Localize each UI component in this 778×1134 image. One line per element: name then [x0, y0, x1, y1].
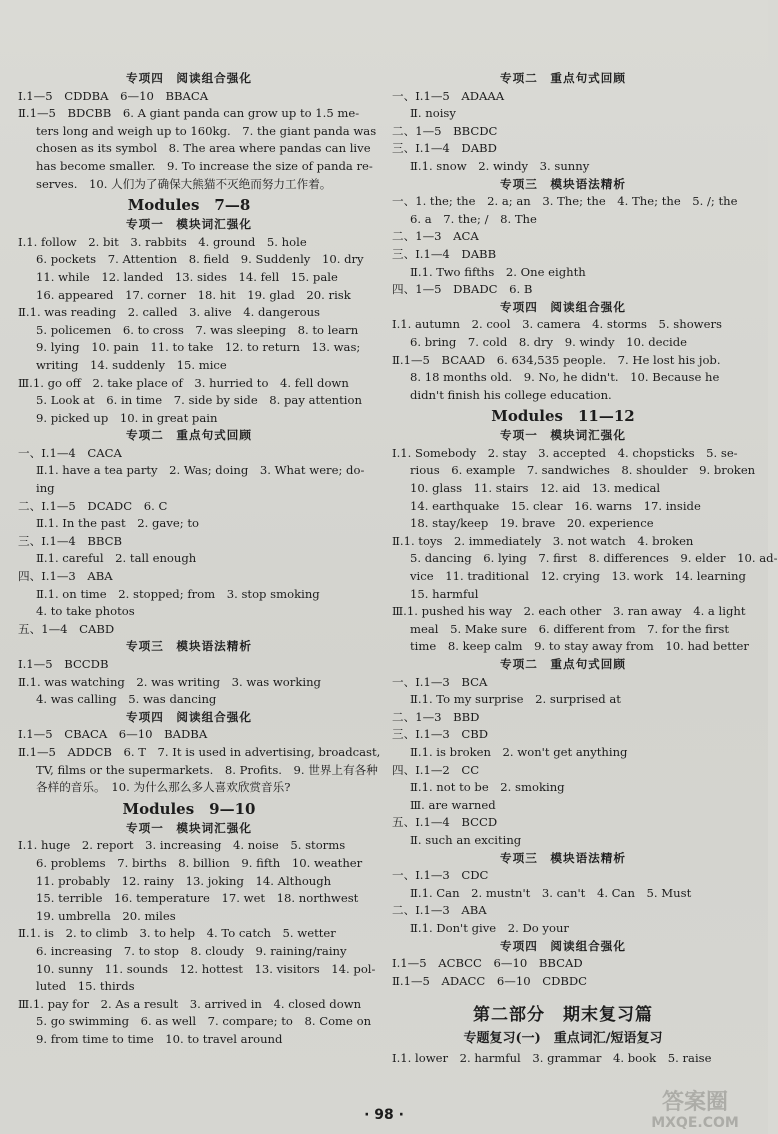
topic-title: 专题复习(一) 重点词汇/短语复习: [463, 1031, 663, 1047]
answer-line: 5. dancing 6. lying 7. first 8. differences 9. elder 10. ad-: [410, 551, 778, 566]
answer-line: Ⅰ.1. huge 2. report 3. increasing 4. noise 5. storms: [18, 838, 346, 853]
answer-line: Ⅱ.1. have a tea party 2. Was; doing 3. What were; do-: [36, 463, 365, 478]
answer-line: 一、Ⅰ.1—3 BCA: [392, 674, 488, 689]
section-heading: 专项三 模块语法精析: [126, 639, 252, 654]
section-heading: 专项二 重点句式回顾: [500, 71, 626, 85]
answer-line: didn't finish his college education.: [410, 387, 612, 402]
answer-line: Ⅱ. noisy: [410, 106, 456, 121]
answer-line: 16. appeared 17. corner 18. hit 19. glad 20. risk: [36, 287, 351, 302]
answer-line: 四、Ⅰ.1—3 ABA: [18, 569, 113, 584]
answer-line: Ⅱ.1—5 BCAAD 6. 634,535 people. 7. He lost his job.: [392, 352, 721, 367]
answer-line: meal 5. Make sure 6. different from 7. for the first: [410, 621, 729, 636]
watermark-cn: 答案圈: [661, 1090, 729, 1115]
answer-line: 一、1. the; the 2. a; an 3. The; the 4. The; the 5. /; the: [392, 194, 738, 209]
answer-line: Ⅰ.1. follow 2. bit 3. rabbits 4. ground 5. hole: [18, 234, 307, 249]
section-heading: 专项三 模块语法精析: [500, 850, 626, 865]
answer-line: writing 14. suddenly 15. mice: [36, 357, 227, 372]
answer-line: Ⅰ.1. Somebody 2. stay 3. accepted 4. chopsticks 5. se-: [392, 445, 738, 460]
answer-line: 10. glass 11. stairs 12. aid 13. medical: [410, 481, 661, 496]
answer-line: 6. bring 7. cold 8. dry 9. windy 10. decide: [410, 334, 687, 349]
section-heading: 专项二 重点句式回顾: [126, 428, 252, 443]
left-column: [18, 70, 381, 1048]
answer-line: Ⅰ.1—5 BCCDB: [18, 657, 109, 671]
answer-line: Ⅱ.1—5 BDCBB 6. A giant panda can grow up to 1.5 me-: [18, 106, 360, 121]
answer-line: 5. go swimming 6. as well 7. compare; to 8. Come on: [36, 1014, 372, 1029]
answer-line: 5. policemen 6. to cross 7. was sleeping 8. to learn: [36, 322, 359, 337]
answer-line: Ⅰ.1. lower 2. harmful 3. grammar 4. book 5. raise: [392, 1051, 712, 1066]
answer-line: Ⅱ. such an exciting: [410, 832, 522, 847]
answer-line: 9. picked up 10. in great pain: [36, 410, 218, 425]
answer-line: 11. probably 12. rainy 13. joking 14. Although: [36, 873, 332, 888]
section-heading: 专项四 阅读组合强化: [126, 71, 252, 85]
answer-line: 14. earthquake 15. clear 16. warns 17. inside: [410, 498, 701, 513]
answer-line: Ⅲ. are warned: [410, 797, 496, 812]
answer-line: 6. problems 7. births 8. billion 9. fifth 10. weather: [36, 855, 363, 870]
section-heading: 专项一 模块词汇强化: [126, 217, 252, 232]
answer-line: 三、Ⅰ.1—4 BBCB: [18, 533, 123, 548]
answer-line: Ⅲ.1. go off 2. take place of 3. hurried to 4. fell down: [18, 375, 349, 390]
answer-line: 6. a 7. the; / 8. The: [410, 211, 537, 226]
answer-line: 15. terrible 16. temperature 17. wet 18. northwest: [36, 891, 359, 906]
answer-line: Ⅱ.1—5 ADACC 6—10 CDBDC: [392, 973, 588, 988]
answer-line: Ⅱ.1. not to be 2. smoking: [410, 780, 565, 795]
answer-line: time 8. keep calm 9. to stay away from 10. had better: [410, 639, 749, 654]
answer-line: luted 15. thirds: [36, 979, 135, 994]
watermark-logo: [630, 1085, 760, 1131]
answer-line: 二、Ⅰ.1—3 ABA: [392, 903, 487, 918]
answer-line: 三、Ⅰ.1—3 CBD: [392, 727, 489, 742]
answer-line: 5. Look at 6. in time 7. side by side 8. pay attention: [36, 393, 362, 408]
answer-line: Ⅱ.1. To my surprise 2. surprised at: [410, 692, 621, 707]
answer-line: 18. stay/keep 19. brave 20. experience: [410, 516, 654, 531]
section-heading: 专项二 重点句式回顾: [500, 657, 626, 671]
answer-line: Ⅱ.1. toys 2. immediately 3. not watch 4. broken: [392, 533, 694, 548]
watermark-en: MXQE.COM: [651, 1115, 739, 1131]
answer-line: 一、Ⅰ.1—4 CACA: [18, 445, 122, 460]
answer-line: 五、Ⅰ.1—4 BCCD: [392, 815, 498, 830]
answer-line: Ⅱ.1. Two fifths 2. One eighth: [410, 264, 586, 279]
answer-line: 一、Ⅰ.1—3 CDC: [392, 868, 489, 883]
section-heading: 专项一 模块词汇强化: [500, 428, 626, 443]
answer-line: Ⅱ.1. is broken 2. won't get anything: [410, 744, 628, 759]
section-heading: 专项四 阅读组合强化: [500, 938, 626, 953]
answer-line: 五、1—4 CABD: [18, 621, 115, 636]
answer-line: 四、1—5 DBADC 6. B: [392, 282, 533, 297]
answer-line: 9. from time to time 10. to travel around: [36, 1031, 283, 1046]
answer-line: Ⅲ.1. pushed his way 2. each other 3. ran away 4. a light: [392, 604, 746, 619]
answer-line: serves. 10. 人们为了确保大熊猫不灭绝而努力工作着。: [36, 176, 332, 191]
answer-line: Ⅱ.1. was watching 2. was writing 3. was working: [18, 674, 321, 689]
section-heading: 专项一 模块词汇强化: [126, 820, 252, 835]
answer-line: 9. lying 10. pain 11. to take 12. to return 13. was;: [36, 340, 361, 355]
answer-line: 6. increasing 7. to stop 8. cloudy 9. raining/rainy: [36, 943, 347, 958]
part-title: 第二部分 期末复习篇: [473, 1005, 653, 1026]
answer-line: 三、Ⅰ.1—4 DABD: [392, 141, 497, 156]
page-number: · 98 ·: [364, 1107, 404, 1123]
answer-line: 二、1—3 BBD: [392, 709, 480, 724]
right-column: [392, 70, 778, 1068]
answer-line: Ⅱ.1—5 ADDCB 6. T 7. It is used in advertising, broadcast,: [18, 744, 381, 759]
answer-line: has become smaller. 9. To increase the size of panda re-: [36, 158, 373, 173]
answer-line: Ⅱ.1. was reading 2. called 3. alive 4. dangerous: [18, 305, 321, 320]
answer-line: Ⅱ.1. Don't give 2. Do your: [410, 920, 569, 935]
answer-line: 15. harmful: [410, 586, 479, 601]
answer-line: 11. while 12. landed 13. sides 14. fell 15. pale: [36, 269, 338, 284]
answer-line: 四、Ⅰ.1—2 CC: [392, 762, 480, 777]
answer-line: 二、1—5 BBCDC: [392, 123, 498, 138]
answer-line: Ⅱ.1. snow 2. windy 3. sunny: [410, 158, 590, 173]
answer-line: 8. 18 months old. 9. No, he didn't. 10. Because he: [410, 370, 720, 385]
answer-line: Ⅲ.1. pay for 2. As a result 3. arrived in 4. closed down: [18, 996, 362, 1011]
answer-line: TV, films or the supermarkets. 8. Profits. 9. 世界上有各种: [36, 762, 378, 777]
answer-line: ters long and weigh up to 160kg. 7. the giant panda was: [36, 123, 377, 138]
answer-line: Ⅰ.1—5 CDDBA 6—10 BBACA: [18, 88, 209, 103]
answer-line: Ⅱ.1. is 2. to climb 3. to help 4. To catch 5. wetter: [18, 926, 336, 941]
section-heading: 专项四 阅读组合强化: [500, 299, 626, 314]
answer-line: Ⅰ.1—5 ACBCC 6—10 BBCAD: [392, 956, 583, 971]
answer-line: vice 11. traditional 12. crying 13. work 14. learning: [410, 569, 746, 584]
answer-line: 10. sunny 11. sounds 12. hottest 13. visitors 14. pol-: [36, 961, 376, 976]
answer-line: Ⅰ.1. autumn 2. cool 3. camera 4. storms 5. showers: [392, 317, 722, 332]
answer-line: 三、Ⅰ.1—4 DABB: [392, 246, 497, 261]
answer-line: 各样的音乐。 10. 为什么那么多人喜欢欣赏音乐?: [36, 780, 291, 795]
answer-line: Ⅱ.1. on time 2. stopped; from 3. stop smoking: [36, 586, 320, 601]
answer-line: rious 6. example 7. sandwiches 8. shoulder 9. broken: [410, 463, 756, 478]
answer-line: Ⅱ.1. In the past 2. gave; to: [36, 516, 199, 531]
answer-line: 19. umbrella 20. miles: [36, 908, 176, 923]
answer-line: 二、1—3 ACA: [392, 229, 479, 244]
module-title: Modules 7—8: [127, 196, 251, 215]
module-title: Modules 9—10: [122, 799, 256, 818]
answer-line: 4. to take photos: [36, 604, 135, 619]
answer-line: 一、Ⅰ.1—5 ADAAA: [392, 88, 505, 103]
answer-line: 4. was calling 5. was dancing: [36, 692, 217, 707]
answer-line: 6. pockets 7. Attention 8. field 9. Suddenly 10. dry: [36, 252, 364, 267]
section-heading: 专项四 阅读组合强化: [126, 709, 252, 724]
answer-line: 二、Ⅰ.1—5 DCADC 6. C: [18, 498, 168, 513]
answer-line: chosen as its symbol 8. The area where pandas can live: [36, 141, 371, 156]
section-heading: 专项三 模块语法精析: [500, 176, 626, 191]
module-title: Modules 11—12: [491, 407, 635, 426]
answer-line: Ⅱ.1. Can 2. mustn't 3. can't 4. Can 5. Must: [410, 885, 692, 900]
answer-line: Ⅰ.1—5 CBACA 6—10 BADBA: [18, 727, 208, 742]
answer-line: Ⅱ.1. careful 2. tall enough: [36, 551, 197, 566]
answer-line: ing: [36, 481, 55, 496]
